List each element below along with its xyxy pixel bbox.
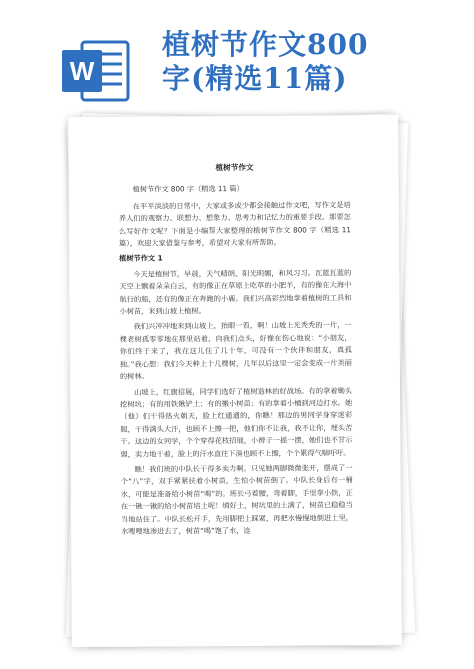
banner-title-line2: 字(精选11篇) xyxy=(162,62,348,95)
section-heading: 植树节作文 1 xyxy=(119,253,163,264)
svg-text:W: W xyxy=(69,56,95,86)
body-paragraph: 今天是植树节，早晨，天气晴朗，阳光明媚，和风习习。瓦蓝瓦蓝的天空上飘着朵朵白云，有的像正在草原上吃草的小肥羊，有的像在大海中航行的船，还有的像正在奔跑的小鹿。我们兴高彩烈地拿着植树的工具和小树苗，来到山坡上植树。 xyxy=(119,268,352,316)
body-paragraph: 我们兴冲冲地来到山坡上，抬眼一看，啊！山坡上光秃秃的一片，一棵老树孤零零地在那里站着，向我们点头，好像在伤心地说：“小朋友，你们终于来了，我在这儿住了几十年，可没有一个伙伴和朋友，真孤独。”我心想：我们今天种上十几棵树，几年以后这里一定会变成一片美丽的树林。 xyxy=(119,320,352,381)
body-paragraph: 山坡上，红旗招展，同学们选好了植树造林的好战场。有的拿着锄头挖树坑；有的用铁锹铲土；有的搬小树苗；有的拿着小桶到河边打水。她（他）们干得热火朝天，脸上红通通的，你瞧！那边的男同学身穿迷彩服，干得满头大汗，也顾不上擦一把，他们你不让我，我不让你，埋头苦干。这边的女同学，个个穿得花枝招展，小辫子一摇一摆，她们也不甘示弱，卖力地干着，脸上的汗水直往下淌也顾不上擦，个个累得气喘吁吁。 xyxy=(120,385,353,459)
document-page xyxy=(68,115,402,647)
document-subtitle: 植树节作文 800 字（精选 11 篇） xyxy=(132,184,244,195)
document-title: 植树节作文 xyxy=(215,162,254,173)
banner-title-line1: 植树节作文800 xyxy=(162,28,369,61)
body-paragraph: 瞧！我们班的中队长干得多卖力啊。只见她两脚微微张开，摆成了一个“八”字，双手紧紧扶着小树苗，生怕小树苗倒了。中队长身后有一桶水，可能是准备给小树苗“喝”的。班长弓着腰，弯着脚，手里拿小铁，正在一锹一锹的给小树苗培土呢！填好土，树坑里的土满了，树苗已稳稳当当地站住了。中队长松开手，先用脚把土踩紧，再把水慢慢地倒进土里，水嗖嗖地渗进去了，树苗“喝”饱了水，连 xyxy=(120,463,353,536)
banner-title xyxy=(162,28,462,96)
intro-paragraph: 在平平淡淡的日常中，大家或多或少都会接触过作文吧，写作文是培养人们的观察力、联想力、想象力、思考力和记忆力的重要手段。那要怎么写好作文呢？下面是小编帮大家整理的植树节作文 800 字（精选 11 篇），欢迎大家借鉴与参考，希望对大家有所帮助。 xyxy=(118,200,351,248)
page-bottom-fade xyxy=(72,605,402,647)
word-logo-icon xyxy=(60,40,130,102)
document-body xyxy=(118,161,353,541)
